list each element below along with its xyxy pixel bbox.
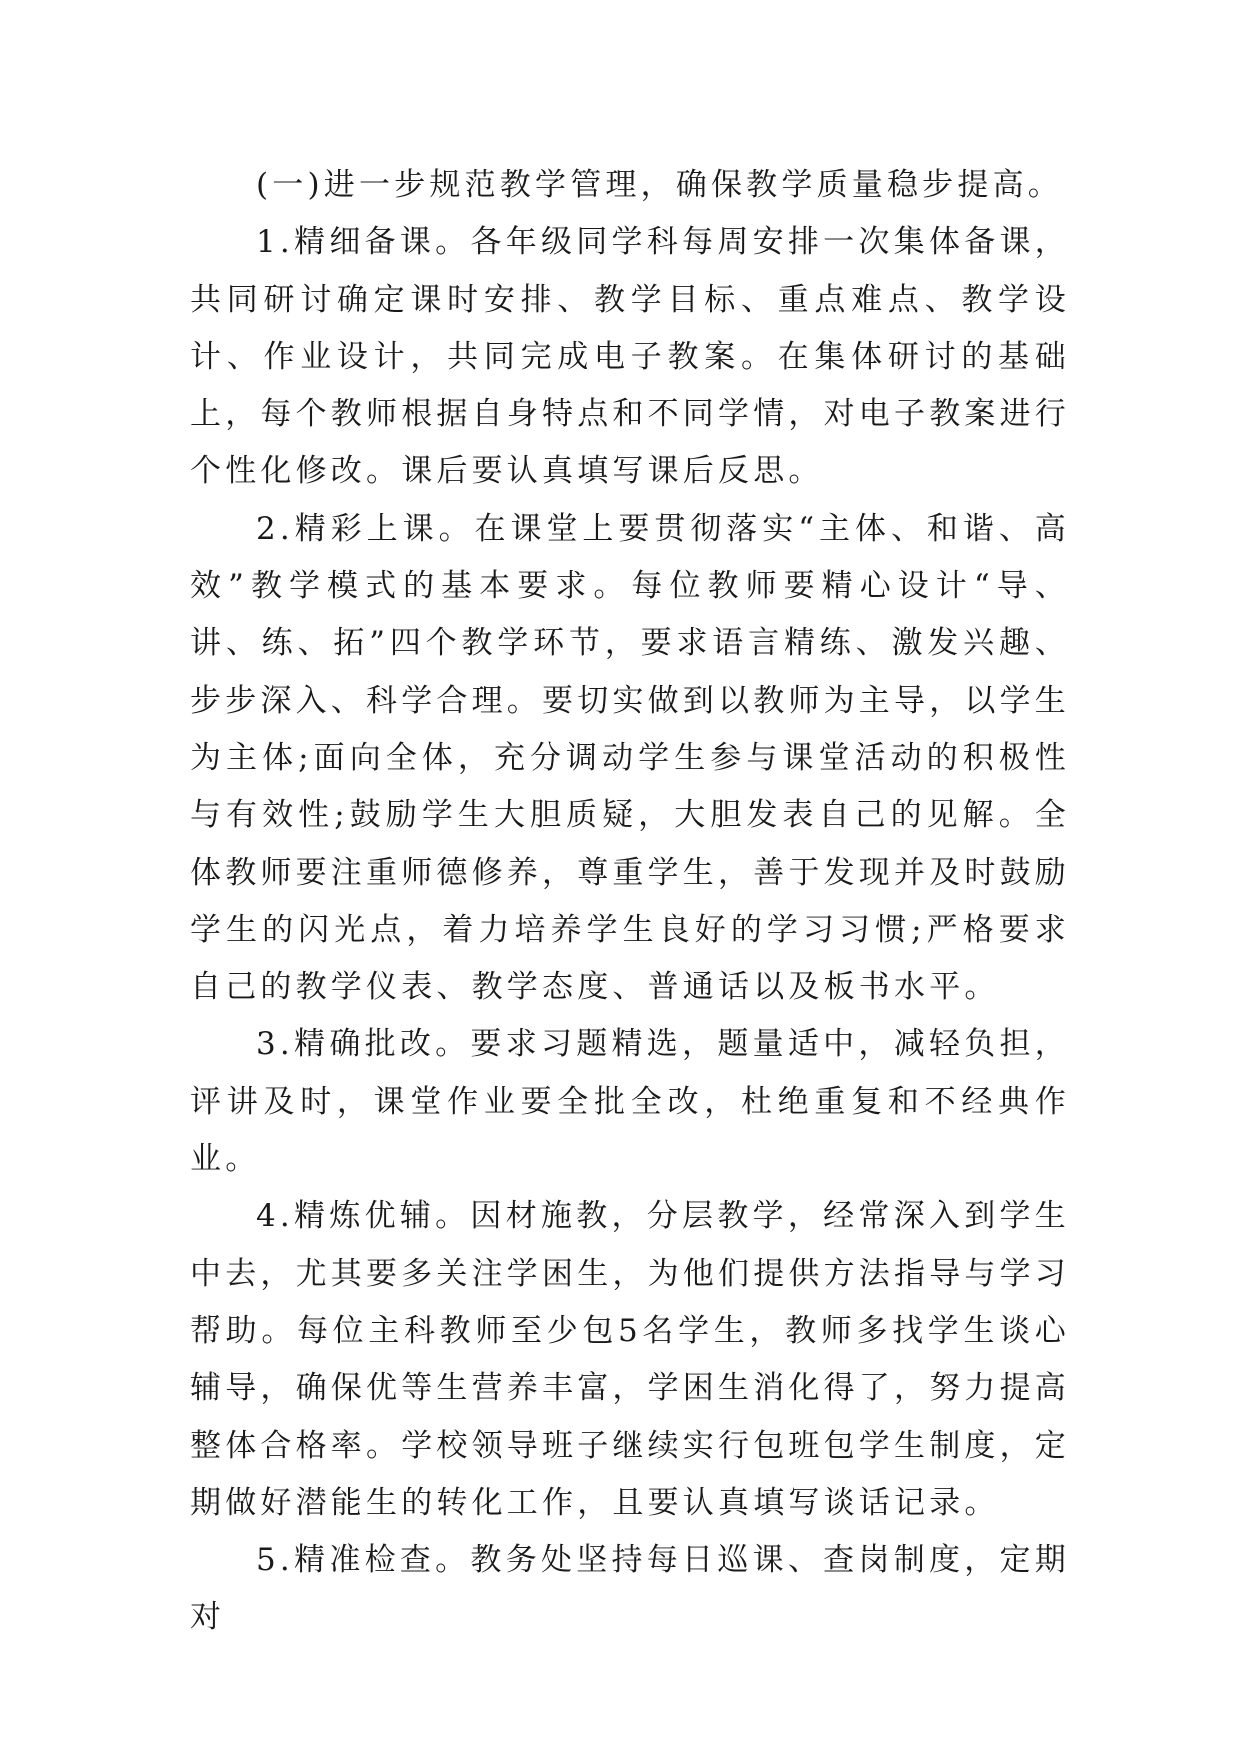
paragraph-teaching: 2.精彩上课。在课堂上要贯彻落实“主体、和谐、高效”教学模式的基本要求。每位教师要精心设计“导、讲、练、拓”四个教学环节，要求语言精练、激发兴趣、步步深入、科学合理。要切实做到以教师为主导，以学生为主体;面向全体，充分调动学生参与课堂活动的积极性与有效性;鼓励学生大胆质疑，大胆发表自己的见解。全体教师要注重师德修养，尊重学生，善于发现并及时鼓励学生的闪光点，着力培养学生良好的学习习惯;严格要求自己的教学仪表、教学态度、普通话以及板书水平。 xyxy=(190,510,1070,1006)
paragraph-grading: 3.精确批改。要求习题精选，题量适中，减轻负担，评讲及时，课堂作业要全批全改，杜绝重复和不经典作业。 xyxy=(190,1026,1070,1178)
paragraph-preparation: 1.精细备课。各年级同学科每周安排一次集体备课，共同研讨确定课时安排、教学目标、重点难点、教学设计、作业设计，共同完成电子教案。在集体研讨的基础上，每个教师根据自身特点和不同学情，对电子教案进行个性化修改。课后要认真填写课后反思。 xyxy=(190,224,1070,490)
paragraph-tutoring: 4.精炼优辅。因材施教，分层教学，经常深入到学生中去，尤其要多关注学困生，为他们提供方法指导与学习帮助。每位主科教师至少包5名学生，教师多找学生谈心辅导，确保优等生营养丰富，学困生消化得了，努力提高整体合格率。学校领导班子继续实行包班包学生制度，定期做好潜能生的转化工作，且要认真填写谈话记录。 xyxy=(190,1198,1070,1521)
document-body xyxy=(190,157,1070,1647)
section-heading: (一)进一步规范教学管理，确保教学质量稳步提高。 xyxy=(256,167,1063,203)
paragraph-inspection: 5.精准检查。教务处坚持每日巡课、查岗制度，定期对 xyxy=(190,1542,1070,1636)
